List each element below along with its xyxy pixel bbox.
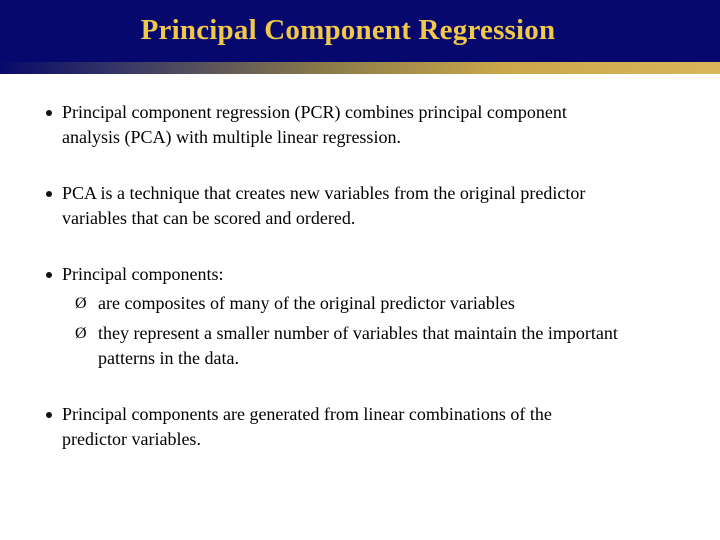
arrow-bullet-icon: Ø [75,325,87,342]
sub-bullet-text [98,321,698,371]
bullet-line: Principal components: [62,264,224,284]
bullet-line: Principal component regression (PCR) combines principal component [62,102,567,122]
bullet-dot-icon [46,412,52,418]
slide-title: Principal Component Regression [140,14,556,46]
sub-bullet-line: patterns in the data. [98,348,239,368]
bullet-text [62,181,702,231]
bullet-text [62,402,702,452]
bullet-dot-icon [46,191,52,197]
bullet-text [62,262,702,287]
sub-bullet-line: they represent a smaller number of variables that maintain the important [98,323,618,343]
bullet-line: variables that can be scored and ordered. [62,208,356,228]
bullet-line: predictor variables. [62,429,201,449]
sub-bullet-text [98,291,698,316]
sub-bullet-line: are composites of many of the original predictor variables [98,293,515,313]
arrow-bullet-icon: Ø [75,295,87,312]
bullet-line: Principal components are generated from linear combinations of the [62,404,552,424]
bullet-dot-icon [46,110,52,116]
bullet-line: analysis (PCA) with multiple linear regression. [62,127,401,147]
bullet-line: PCA is a technique that creates new variables from the original predictor [62,183,586,203]
bullet-dot-icon [46,272,52,278]
bullet-text [62,100,702,150]
